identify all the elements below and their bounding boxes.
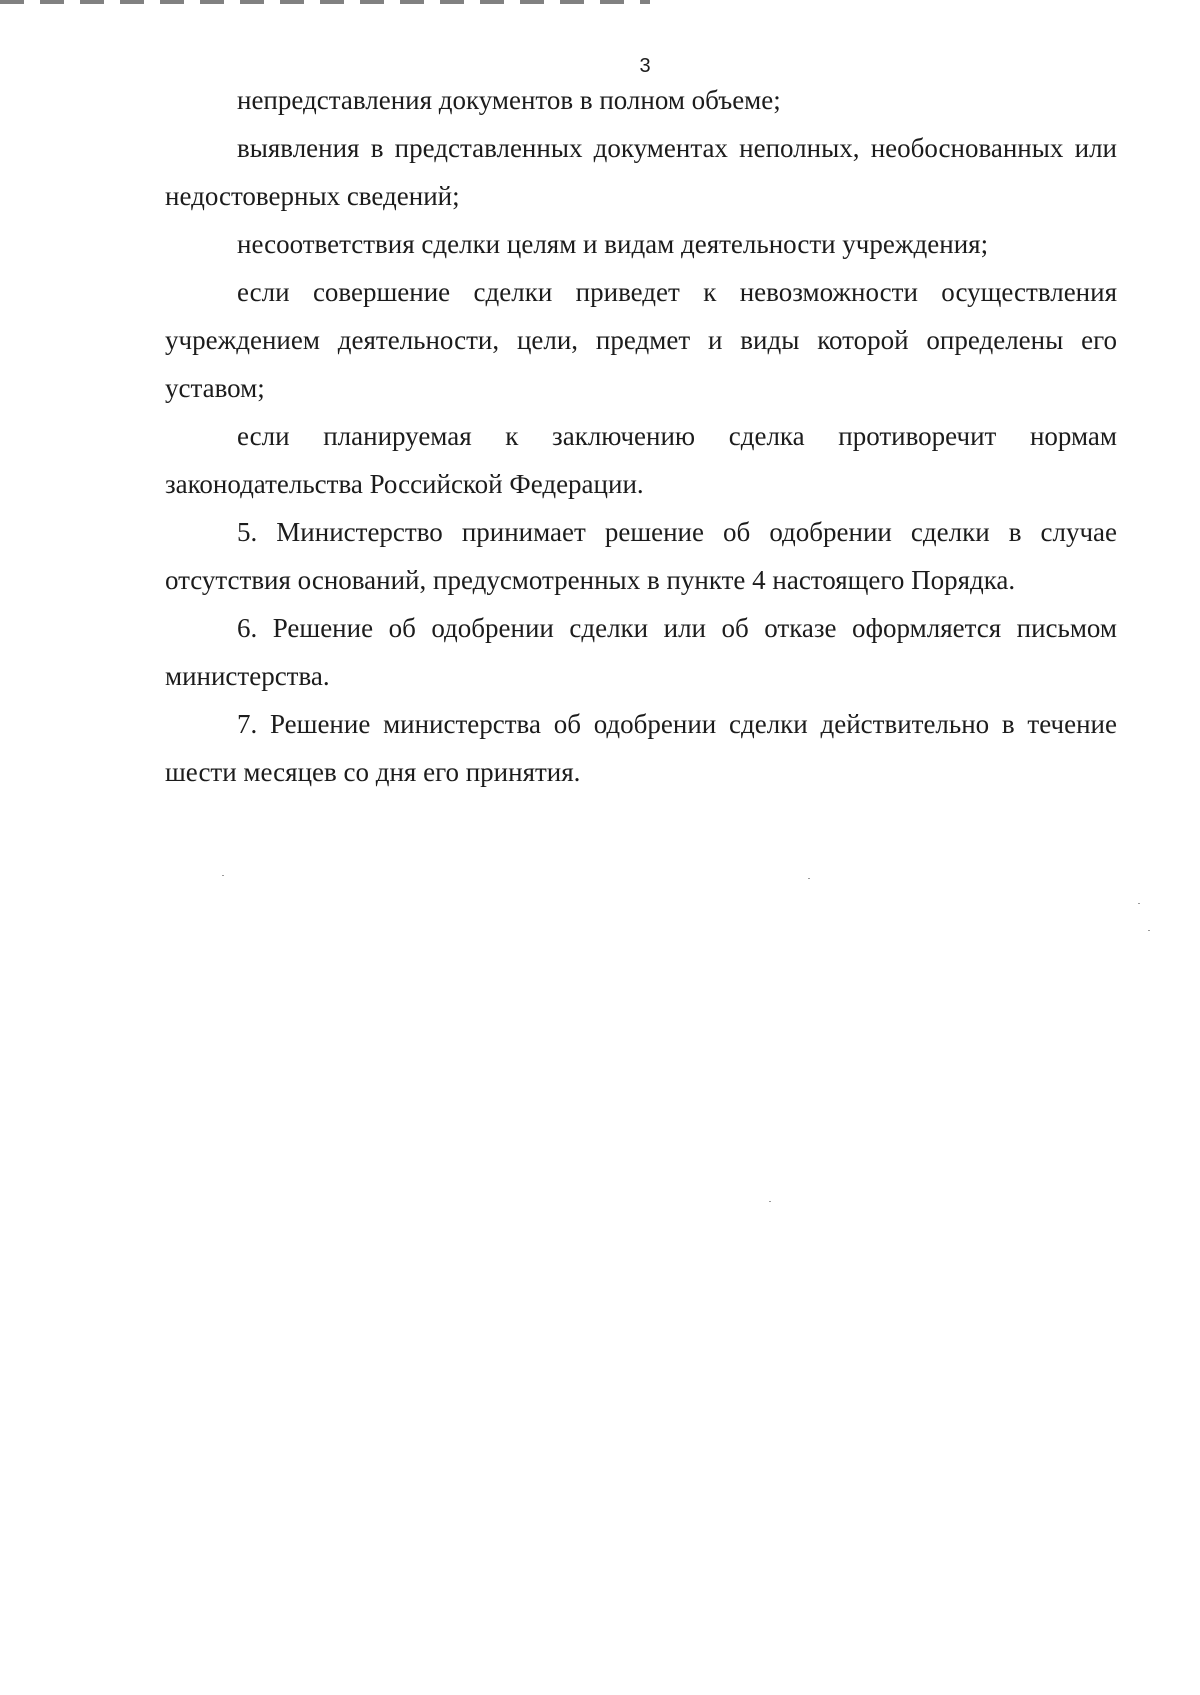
paragraph-unreliable-information: выявления в представленных документах неполных, необоснованных или недостоверных сведений; bbox=[165, 133, 1117, 211]
paragraph-impossibility-activity: если совершение сделки приведет к невозможности осуществления учреждением деятельности, цели, предмет и виды которой определены его уставом; bbox=[165, 277, 1117, 403]
paragraph-nonconformity-goals: несоответствия сделки целям и видам деятельности учреждения; bbox=[237, 229, 989, 259]
top-dashed-line bbox=[0, 0, 650, 4]
paragraph-item-6: 6. Решение об одобрении сделки или об отказе оформляется письмом министерства. bbox=[165, 613, 1117, 691]
scan-speck bbox=[222, 875, 224, 876]
paragraph-incomplete-documents: непредставления документов в полном объеме; bbox=[237, 85, 781, 115]
document-body bbox=[165, 76, 1117, 796]
scan-speck bbox=[769, 1201, 771, 1202]
scan-speck bbox=[1148, 930, 1150, 931]
scan-speck bbox=[808, 878, 810, 879]
scan-speck bbox=[1138, 903, 1140, 904]
paragraph-contradicts-law: если планируемая к заключению сделка противоречит нормам законодательства Российской Федерации. bbox=[165, 421, 1117, 499]
paragraph-item-7: 7. Решение министерства об одобрении сделки действительно в течение шести месяцев со дня его принятия. bbox=[165, 709, 1117, 787]
paragraph-item-5: 5. Министерство принимает решение об одобрении сделки в случае отсутствия оснований, предусмотренных в пункте 4 настоящего Порядка. bbox=[165, 517, 1117, 595]
page-number: 3 bbox=[639, 55, 651, 77]
